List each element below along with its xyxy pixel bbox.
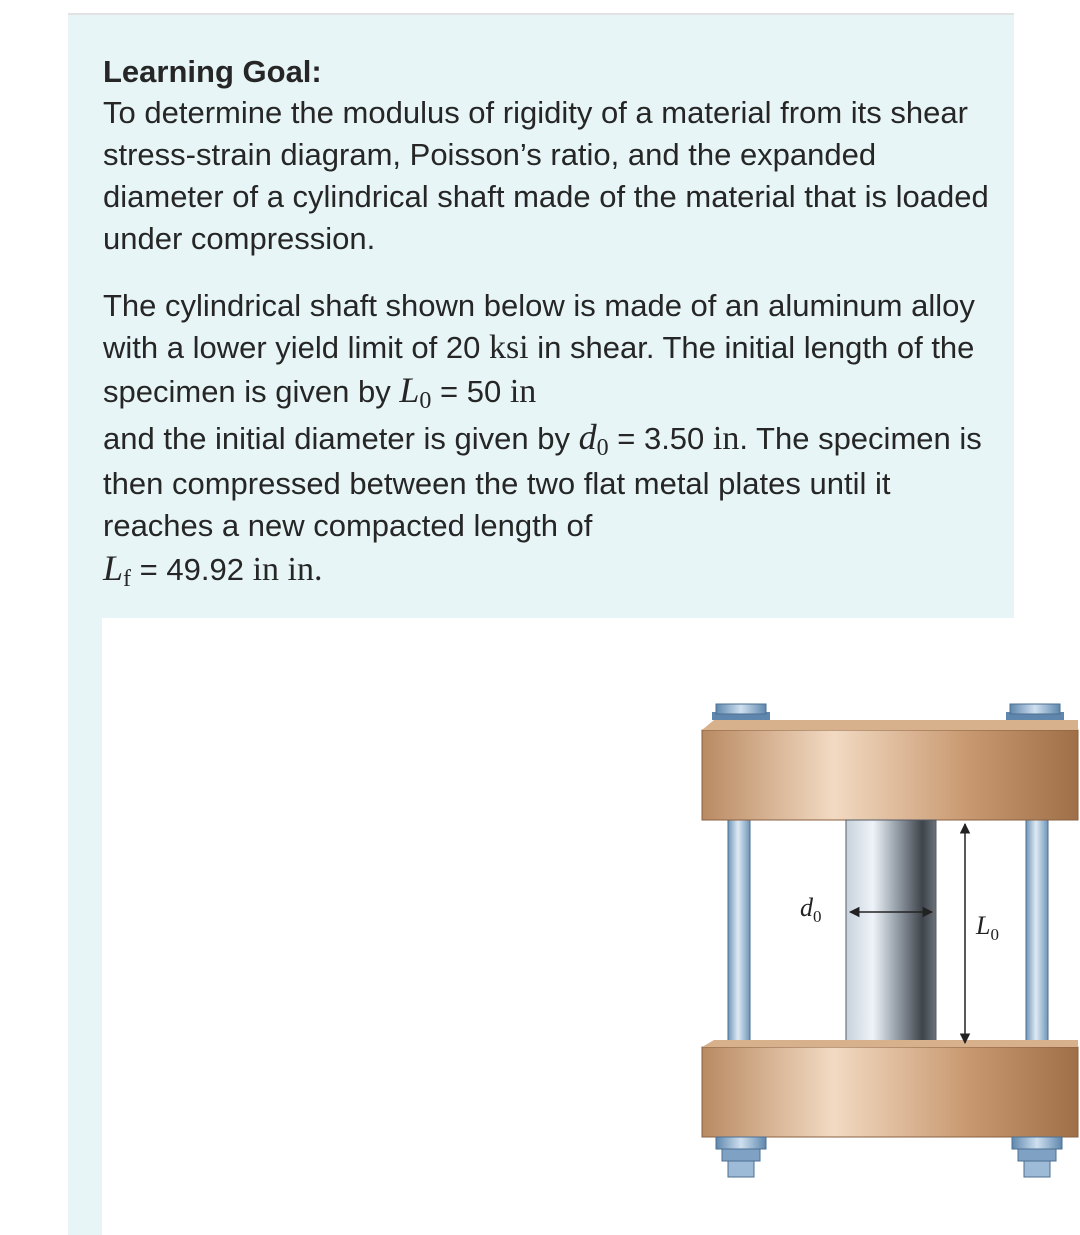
length-label: $L_0$ xyxy=(976,911,999,944)
d0-value: 3.50 xyxy=(643,421,705,456)
d0-unit: in xyxy=(712,420,740,457)
L0-unit: in xyxy=(509,373,537,410)
bottom-plate xyxy=(702,1047,1078,1137)
L0-value: 50 xyxy=(466,374,502,409)
cylindrical-shaft xyxy=(846,820,936,1047)
d0-subscript: 0 xyxy=(596,435,609,461)
learning-goal-text: To determine the modulus of rigidity of a material from its shear stress-strain diagram, Poisson’s ratio, and the expanded diameter of a cylindrical shaft made of the material that is loaded under compression. xyxy=(103,95,989,256)
L0-symbol: L xyxy=(399,370,420,410)
diameter-label: $d_0$ xyxy=(800,893,822,926)
compression-figure xyxy=(690,690,1080,1200)
panel-left-bar xyxy=(68,618,102,1235)
Lf-value: 49.92 xyxy=(166,552,244,587)
bottom-left-nut xyxy=(716,1137,766,1177)
Lf-symbol: L xyxy=(103,548,124,588)
learning-goal-heading: Learning Goal: xyxy=(103,54,322,89)
d0-equals: = xyxy=(608,421,644,456)
d0-symbol: d xyxy=(578,417,597,457)
problem-statement xyxy=(103,285,993,594)
problem-text-3: and the initial diameter is given by xyxy=(103,421,579,456)
bottom-right-nut xyxy=(1012,1137,1062,1177)
yield-unit: ksi xyxy=(488,329,529,366)
Lf-equals: = xyxy=(131,552,167,587)
problem-text-2: in shear. The initial length of the specimen is given by xyxy=(103,330,975,409)
problem-text-4: . The specimen is then compressed between the two flat metal plates until it reaches a new compacted length of xyxy=(103,421,982,543)
problem-text-1: The cylindrical shaft shown below is made of an aluminum alloy with a lower yield limit of xyxy=(103,288,975,365)
top-left-nut xyxy=(712,704,770,720)
L0-subscript: 0 xyxy=(419,388,432,414)
yield-value: 20 xyxy=(445,330,481,365)
Lf-subscript: f xyxy=(123,566,132,592)
Lf-unit: in in. xyxy=(252,551,323,588)
L0-equals: = xyxy=(431,374,467,409)
top-plate xyxy=(702,730,1078,820)
top-right-nut xyxy=(1006,704,1064,720)
